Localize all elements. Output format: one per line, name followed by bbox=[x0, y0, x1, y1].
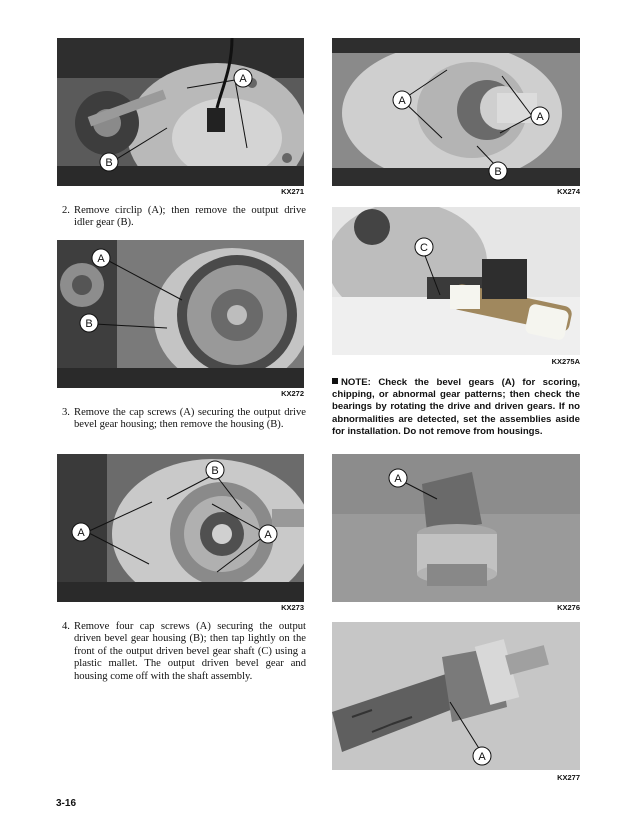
callout-a-label-kx276: A bbox=[394, 473, 402, 485]
callout-c-label-kx275a: C bbox=[420, 242, 428, 254]
step-2 bbox=[62, 205, 306, 230]
page-number: 3-16 bbox=[56, 798, 77, 809]
callout-b-label-kx273: B bbox=[211, 465, 219, 477]
photo-code-kx277: KX277 bbox=[557, 773, 580, 782]
step-4-text: Remove four cap screws (A) securing the output driven bevel gear housing (B); then tap lightly on the front of the output driven bevel gear shaft (C) using a plastic mallet. The output driven bevel gear and housing come off with the shaft assembly. bbox=[74, 621, 306, 682]
callout-a-left-label-kx273: A bbox=[77, 527, 85, 539]
note-bullet-icon bbox=[332, 378, 338, 384]
photo-code-kx271: KX271 bbox=[281, 187, 304, 196]
photo-code-kx276: KX276 bbox=[557, 603, 580, 612]
callouts-kx273 bbox=[57, 454, 304, 602]
step-3 bbox=[62, 407, 306, 432]
callout-a-label-kx271: A bbox=[239, 73, 247, 85]
callouts-kx276 bbox=[332, 454, 580, 602]
callout-a-right-label-kx273: A bbox=[264, 529, 272, 541]
photo-code-kx274: KX274 bbox=[557, 187, 580, 196]
callouts-kx275a bbox=[332, 207, 580, 355]
callouts-kx274 bbox=[332, 38, 580, 186]
photo-code-kx272: KX272 bbox=[281, 389, 304, 398]
callout-a-label-kx277: A bbox=[478, 751, 486, 763]
photo-code-kx273: KX273 bbox=[281, 603, 304, 612]
callout-b-label-kx271: B bbox=[105, 157, 113, 169]
callout-a-right-label-kx274: A bbox=[536, 111, 544, 123]
step-4-number: 4. bbox=[62, 621, 70, 632]
step-3-text: Remove the cap screws (A) securing the output drive bevel gear housing; then remove the housing (B). bbox=[74, 407, 306, 431]
callout-b-label-kx274: B bbox=[494, 166, 502, 178]
callout-a-left-label-kx274: A bbox=[398, 95, 406, 107]
note-text: NOTE: Check the bevel gears (A) for scoring, chipping, or abnormal gear patterns; then check the bearings by rotating the drive and driven gears. If no abnormalities are detected, set the assemblies aside for installation. Do not remove from housings. bbox=[332, 377, 580, 437]
callout-b-label-kx272: B bbox=[85, 318, 93, 330]
callout-a-label-kx272: A bbox=[97, 253, 105, 265]
photo-code-kx275a: KX275A bbox=[551, 357, 580, 366]
step-4 bbox=[62, 621, 306, 683]
callouts-kx272 bbox=[57, 240, 304, 388]
step-2-text: Remove circlip (A); then remove the output drive idler gear (B). bbox=[74, 205, 306, 229]
step-2-number: 2. bbox=[62, 205, 70, 216]
note-bevel-gears bbox=[332, 377, 580, 438]
step-3-number: 3. bbox=[62, 407, 70, 418]
callouts-kx271 bbox=[57, 38, 304, 186]
callouts-kx277 bbox=[332, 622, 580, 770]
